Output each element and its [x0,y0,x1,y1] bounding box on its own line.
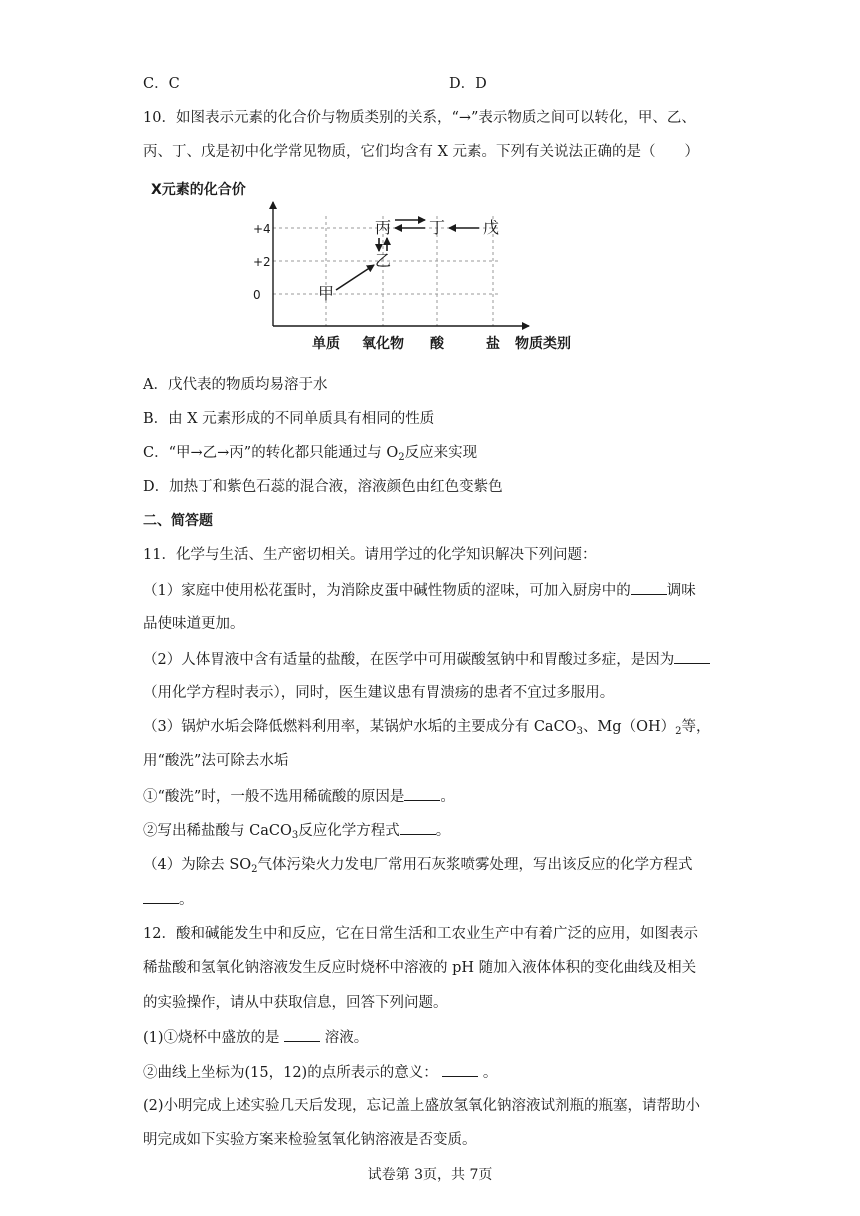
q12-stem-line1: 12．酸和碱能发生中和反应，它在日常生活和工农业生产中有着广泛的应用，如图表示 [143,926,698,942]
q12-stem-line2: 稀盐酸和氢氧化钠溶液发生反应时烧杯中溶液的 pH 随加入液体体积的变化曲线及相关 [143,960,697,976]
answer-blank[interactable] [404,786,440,801]
q11-part3-i: ①“酸洗”时，一般不选用稀硫酸的原因是 。 [143,786,455,807]
q11-part4-line2: 。 [143,889,194,910]
q9-option-d: D．D [449,76,487,92]
answer-blank[interactable] [442,1062,478,1077]
q12-part1-ii: ②曲线上坐标为(15，12)的点所表示的意义： 。 [143,1062,497,1083]
x-tick-label: 盐 [486,336,500,352]
answer-blank[interactable] [674,649,710,664]
q10-option-d: D．加热丁和紫色石蕊的混合液，溶液颜色由红色变紫色 [143,479,503,495]
y-tick-label: +4 [253,222,271,236]
q10-stem-line2: 丙、丁、戊是初中化学常见物质，它们均含有 X 元素。下列有关说法正确的是（ ） [143,144,700,160]
answer-blank[interactable] [143,889,179,904]
q11-part3-ii: ②写出稀盐酸与 CaCO$_3$反应化学方程式 。 [143,820,450,846]
q11-part2: （2）人体胃液中含有适量的盐酸，在医学中可用碳酸氢钠中和胃酸过多症，是因为 [143,649,710,670]
q12-part1: (1)①烧杯中盛放的是 溶液。 [143,1027,368,1048]
substance-label: 甲 [317,284,335,303]
x-tick-label: 单质 [312,336,340,352]
answer-blank[interactable] [631,580,667,595]
q12-part2-line2: 明完成如下实验方案来检验氢氧化钠溶液是否变质。 [143,1132,477,1148]
q10-option-a: A．戊代表的物质均易溶于水 [143,377,328,393]
q10-option-c: C．“甲→乙→丙”的转化都只能通过与 $O_2$反应来实现 [143,445,478,463]
y-tick-label: 0 [253,288,261,302]
substance-label: 丙 [374,218,392,237]
valence-category-chart [143,176,583,356]
q11-part3-line2: 用“酸洗”法可除去水垢 [143,753,289,769]
q11-part1: （1）家庭中使用松花蛋时，为消除皮蛋中碱性物质的涩味，可加入厨房中的 调味 [143,580,696,601]
answer-blank[interactable] [400,820,436,835]
substance-label: 丁 [428,218,446,237]
q11-part4: （4）为除去 $SO_2$气体污染火力发电厂常用石灰浆喷雾处理，写出该反应的化学方程式 [143,857,693,875]
page-footer: 试卷第 3页，共 7页 [367,1167,493,1183]
x-tick-label: 氧化物 [362,336,404,352]
q11-part2-line2: （用化学方程时表示），同时，医生建议患有胃溃疡的患者不宜过多服用。 [143,685,615,701]
q10-option-b: B．由 X 元素形成的不同单质具有相同的性质 [143,411,435,427]
q12-stem-line3: 的实验操作，请从中获取信息，回答下列问题。 [143,995,448,1011]
q10-stem-line1: 10．如图表示元素的化合价与物质类别的关系，“→”表示物质之间可以转化，甲、乙、 [143,110,696,126]
y-axis-label: X元素的化合价 [151,182,246,198]
q12-part2-line1: (2)小明完成上述实验几天后发现，忘记盖上盛放氢氧化钠溶液试剂瓶的瓶塞，请帮助小 [143,1098,701,1114]
q11-part1-line2: 品使味道更加。 [143,616,245,632]
x-tick-label: 酸 [430,336,444,352]
section-title: 二、简答题 [143,513,213,529]
substance-label: 乙 [374,251,392,270]
transform-arrow [336,265,374,290]
q9-option-c: C．C [143,76,180,92]
substance-label: 戊 [482,218,500,237]
q11-stem: 11．化学与生活、生产密切相关。请用学过的化学知识解决下列问题： [143,547,597,563]
answer-blank[interactable] [284,1027,320,1042]
y-tick-label: +2 [253,255,271,269]
x-axis-label: 物质类别 [515,336,571,352]
q11-part3: （3）锅炉水垢会降低燃料利用率，某锅炉水垢的主要成分有 CaCO$_3$、$Mg(OH)_2$等， [143,719,711,737]
